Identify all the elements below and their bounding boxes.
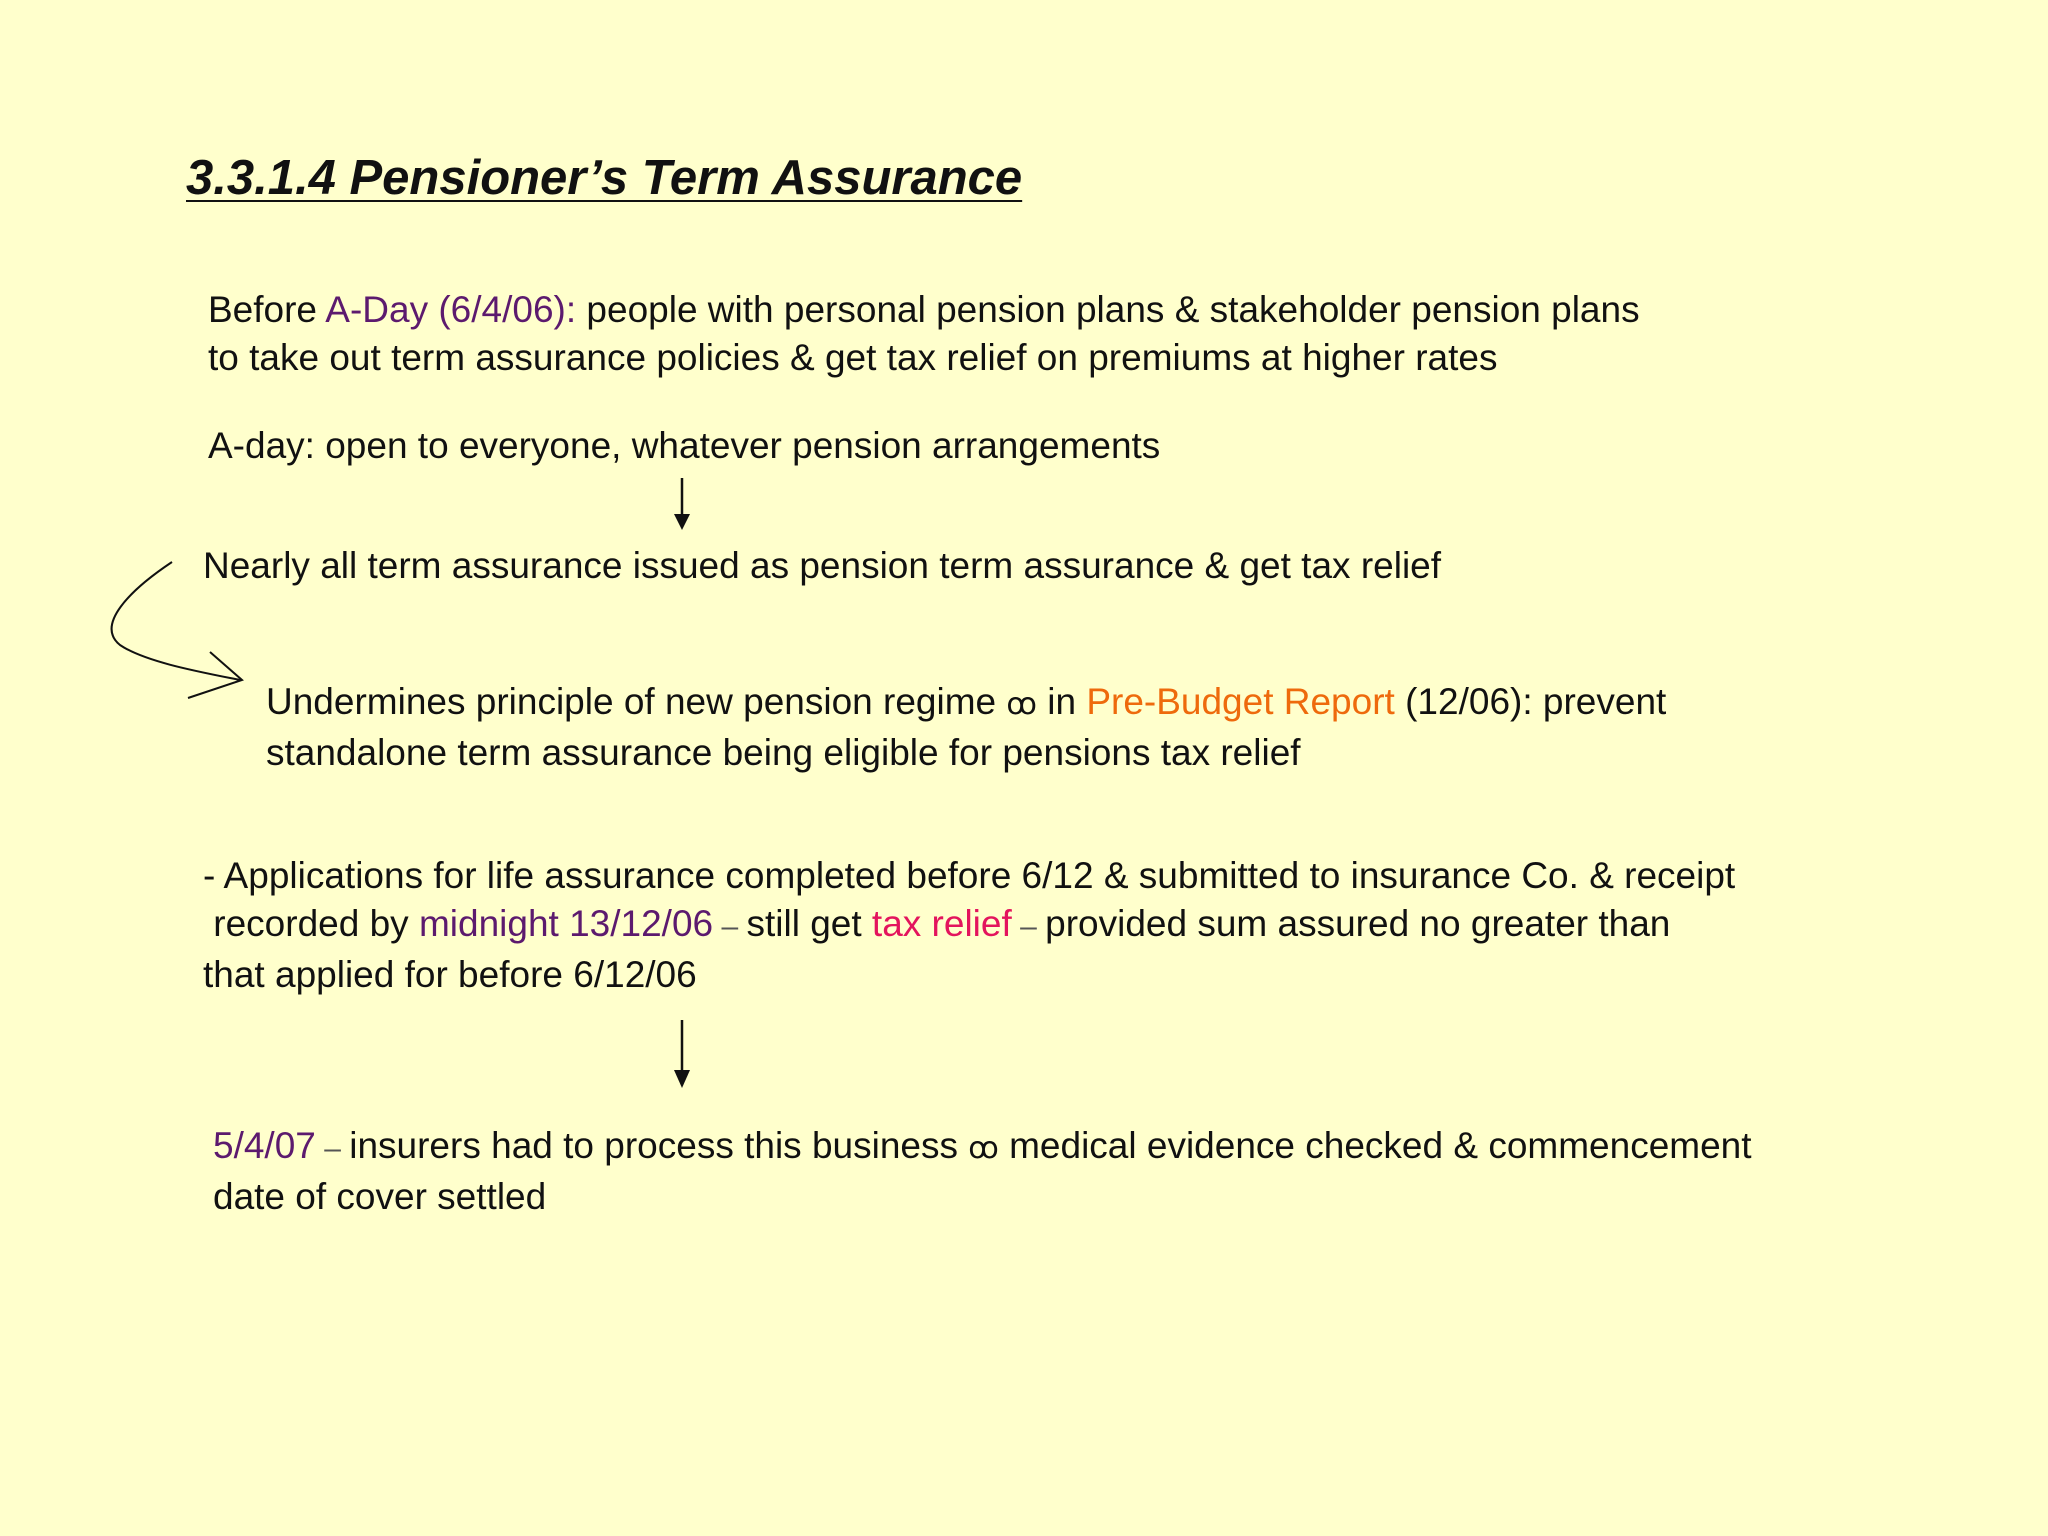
text-span: provided sum assured no greater than (1045, 903, 1671, 944)
a-day-highlight: A-Day (6/4/06): (325, 289, 577, 330)
text-span: Before (208, 289, 326, 330)
date-highlight: 5/4/07 (213, 1125, 316, 1166)
text-span: medical evidence checked & commencement (998, 1125, 1752, 1166)
text-span: recorded by (203, 903, 419, 944)
page-title: 3.3.1.4 Pensioner’s Term Assurance (186, 151, 1023, 205)
paragraph-line: to take out term assurance policies & get tax relief on premiums at higher rates (208, 337, 1498, 378)
dash: – (315, 1132, 350, 1165)
paragraph-line: standalone term assurance being eligible for pensions tax relief (266, 732, 1301, 773)
down-arrow-icon (674, 1020, 690, 1088)
text-span: still get (746, 903, 872, 944)
dash: – (1011, 910, 1046, 943)
pre-budget-report-highlight: Pre-Budget Report (1086, 681, 1395, 722)
down-arrow-icon (674, 478, 690, 530)
tax-relief-highlight: tax relief (871, 903, 1012, 944)
paragraph-a-day: A-day: open to everyone, whatever pension arrangements (208, 425, 1161, 466)
midnight-date-highlight: midnight 13/12/06 (418, 903, 714, 944)
text-span: Undermines principle of new pension regime (266, 681, 1007, 722)
paragraph-nearly-all: Nearly all term assurance issued as pension term assurance & get tax relief (203, 545, 1442, 586)
paragraph-line: date of cover settled (213, 1176, 547, 1217)
curved-arrow-icon (112, 562, 242, 698)
text-span: people with personal pension plans & stakeholder pension plans (576, 289, 1640, 330)
paragraph-line: - Applications for life assurance completed before 6/12 & submitted to insurance Co. & receipt (203, 855, 1736, 896)
text-span: insurers had to process this business (349, 1125, 969, 1166)
therefore-symbol-icon: ꝏ (968, 1131, 999, 1166)
dash: – (713, 910, 747, 943)
text-span: in (1036, 681, 1087, 722)
paragraph-line: that applied for before 6/12/06 (203, 954, 697, 995)
therefore-symbol-icon: ꝏ (1006, 687, 1037, 722)
text-span: (12/06): prevent (1394, 681, 1667, 722)
